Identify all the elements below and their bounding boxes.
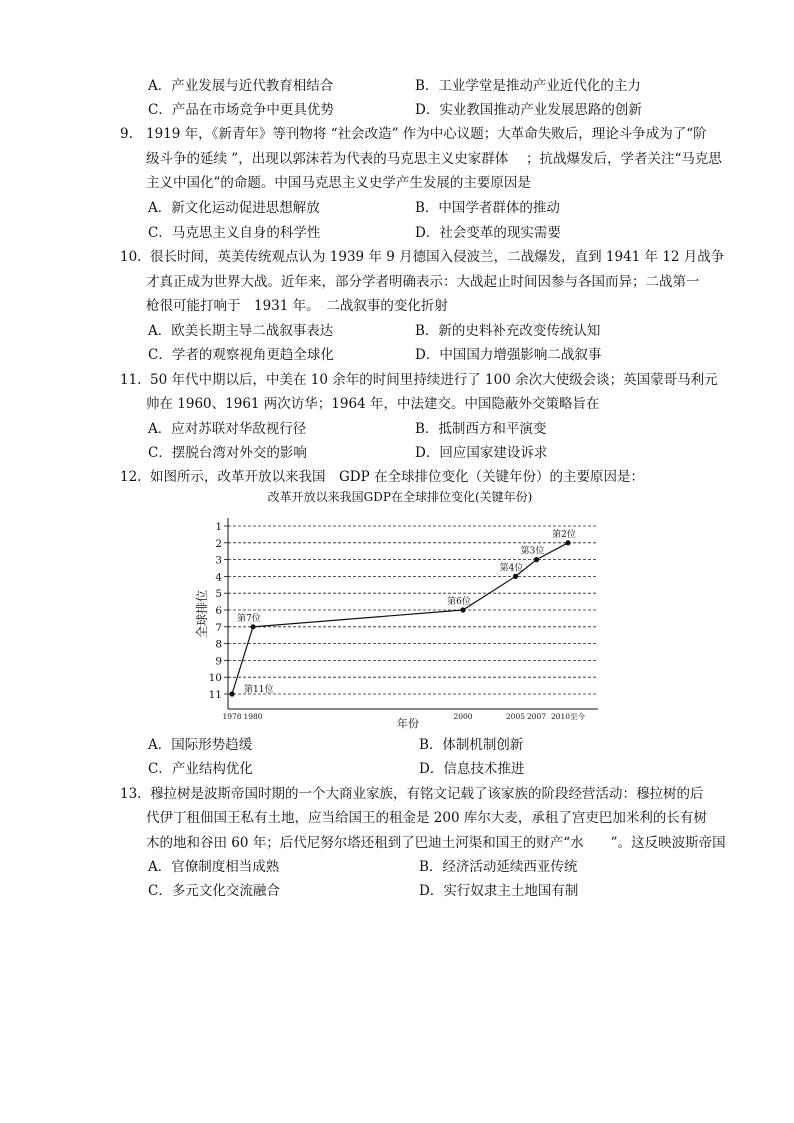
- q12-option-a: A．国际形势趋缓: [148, 737, 253, 753]
- chart-data-label: 第11位: [244, 685, 274, 695]
- q12-number: 12.: [120, 469, 142, 485]
- chart-y-tick-label: 11: [208, 689, 222, 701]
- q12-stem-line-1: 如图所示，改革开放以来我国 GDP 在全球排位变化（关键年份）的主要原因是：: [150, 469, 644, 485]
- q9-stem-line-2: 级斗争的延续 ”，出现以郭沫若为代表的马克思主义史家群体 ；抗战爆发后，学者关注“马克思: [146, 151, 722, 167]
- q11-option-b: B．抵制西方和平演变: [415, 421, 547, 437]
- chart-data-label: 第2位: [552, 529, 576, 540]
- q10-option-b: B．新的史料补充改变传统认知: [415, 323, 601, 339]
- chart-x-tick-label: 2010至今: [550, 712, 586, 721]
- chart-data-point: [565, 540, 570, 545]
- chart-y-tick-label: 5: [215, 588, 222, 601]
- q13-option-c: C．多元文化交流融合: [148, 883, 280, 899]
- q13-stem-line-2: 代伊丁租佃国王私有土地，应当给国王的租金是 200 库尔大麦，承租了宫吏巴加米利的长有树: [146, 810, 707, 826]
- q9-option-c: C．马克思主义自身的科学性: [148, 225, 321, 241]
- chart-data-label: 第4位: [499, 563, 524, 574]
- chart-x-tick-label: 2000: [453, 712, 473, 721]
- q9-stem-line-1: 1919 年，《新青年》等刊物将 “社会改造” 作为中心议题；大革命失败后，理论斗争成为了“阶: [146, 126, 707, 142]
- q8-option-b: B．工业学堂是推动产业近代化的主力: [415, 78, 641, 94]
- chart-series: [229, 528, 575, 697]
- q9-stem-line-3: 主义中国化”的命题。中国马克思主义史学产生发展的主要原因是: [146, 175, 531, 191]
- chart-y-tick-label: 1: [215, 521, 222, 533]
- chart-x-axis-label: 年份: [397, 717, 419, 730]
- q12-option-d: D．信息技术推进: [419, 761, 525, 777]
- chart-x-tick-label: 2005: [505, 712, 526, 721]
- q11-option-a: A．应对苏联对华敌视行径: [148, 421, 307, 437]
- q10-stem-line-1: 很长时间，英美传统观点认为 1939 年 9 月德国入侵波兰，二战爆发，直到 1941 年 12 月战争: [150, 249, 725, 265]
- chart-data-point: [250, 624, 255, 629]
- q11-stem-line-2: 帅在 1960、1961 两次访华；1964 年，中法建交。中国隐蔽外交策略旨在: [146, 396, 600, 412]
- q8-option-d: D．实业教国推动产业发展思路的创新: [415, 102, 642, 118]
- q9-option-a: A．新文化运动促进思想解放: [148, 200, 320, 216]
- q8-option-a: A．产业发展与近代教育相结合: [148, 78, 334, 94]
- chart-data-label: 第6位: [447, 597, 471, 607]
- chart-x-tick-label: 1978: [222, 712, 242, 721]
- chart-y-tick-label: 4: [215, 571, 222, 584]
- q10-stem-line-3: 枪很可能打响于 1931 年。 二战叙事的变化折射: [146, 298, 448, 314]
- q13-option-b: B．经济活动延续西亚传统: [419, 859, 578, 875]
- chart-y-tick-label: 6: [215, 605, 222, 617]
- q8-option-c: C．产品在市场竞争中更具优势: [148, 102, 334, 118]
- q13-option-a: A．官僚制度相当成熟: [148, 859, 280, 875]
- q10-stem-line-2: 才真正成为世界大战。近年来，部分学者明确表示：大战起止时间因参与各国而异；二战第一: [146, 274, 700, 290]
- chart-y-tick-label: 2: [215, 537, 222, 550]
- q10-number: 10.: [120, 249, 142, 265]
- q13-stem-line-3: 木的地和谷田 60 年；后代尼努尔塔还租到了巴迪土河渠和国王的财产“水 ”。这反映波斯帝国: [146, 835, 726, 851]
- chart-data-point: [229, 691, 234, 696]
- q9-number: 9.: [120, 126, 133, 142]
- q13-option-d: D．实行奴隶主土地国有制: [419, 883, 579, 899]
- q10-option-a: A．欧美长期主导二战叙事表达: [148, 323, 334, 339]
- q11-option-c: C．摆脱台湾对外交的影响: [148, 445, 307, 461]
- q10-option-d: D．中国国力增强影响二战叙事: [415, 347, 602, 363]
- q13-stem-line-1: 穆拉树是波斯帝国时期的一个大商业家族，有铭文记载了该家族的阶段经营活动：穆拉树的后: [150, 786, 704, 802]
- chart-y-tick-label: 7: [215, 621, 222, 634]
- chart-y-tick-label: 3: [215, 554, 222, 567]
- q11-number: 11.: [120, 372, 142, 388]
- chart-y-tick-label: 9: [215, 655, 222, 668]
- chart-data-label: 第3位: [520, 546, 545, 557]
- q13-number: 13.: [120, 786, 142, 802]
- chart-title: 改革开放以来我国GDP在全球排位变化(关键年份): [267, 490, 533, 504]
- chart-y-tick-label: 8: [215, 638, 222, 651]
- chart-y-tick-label: 10: [208, 672, 222, 685]
- q10-option-c: C．学者的观察视角更趋全球化: [148, 347, 334, 363]
- q11-stem-line-1: 50 年代中期以后，中美在 10 余年的时间里持续进行了 100 余次大使级会谈；英国蒙哥马利元: [150, 372, 718, 388]
- q11-option-d: D．回应国家建设诉求: [415, 445, 548, 461]
- chart-y-axis-label: 全球排位: [195, 589, 209, 639]
- q12-option-b: B．体制机制创新: [419, 737, 524, 753]
- chart-y-tick-labels: [209, 521, 223, 701]
- gdp-rank-line-chart: [190, 486, 610, 732]
- chart-x-tick-label: 2007: [526, 712, 547, 721]
- chart-x-tick-label: 1980: [243, 712, 263, 721]
- q9-option-d: D．社会变革的现实需要: [415, 225, 561, 241]
- chart-data-point: [534, 557, 539, 562]
- chart-data-point: [460, 607, 465, 612]
- q12-option-c: C．产业结构优化: [148, 761, 253, 777]
- q9-option-b: B．中国学者群体的推动: [415, 200, 560, 216]
- chart-data-label: 第7位: [237, 613, 261, 624]
- chart-data-point: [513, 574, 518, 579]
